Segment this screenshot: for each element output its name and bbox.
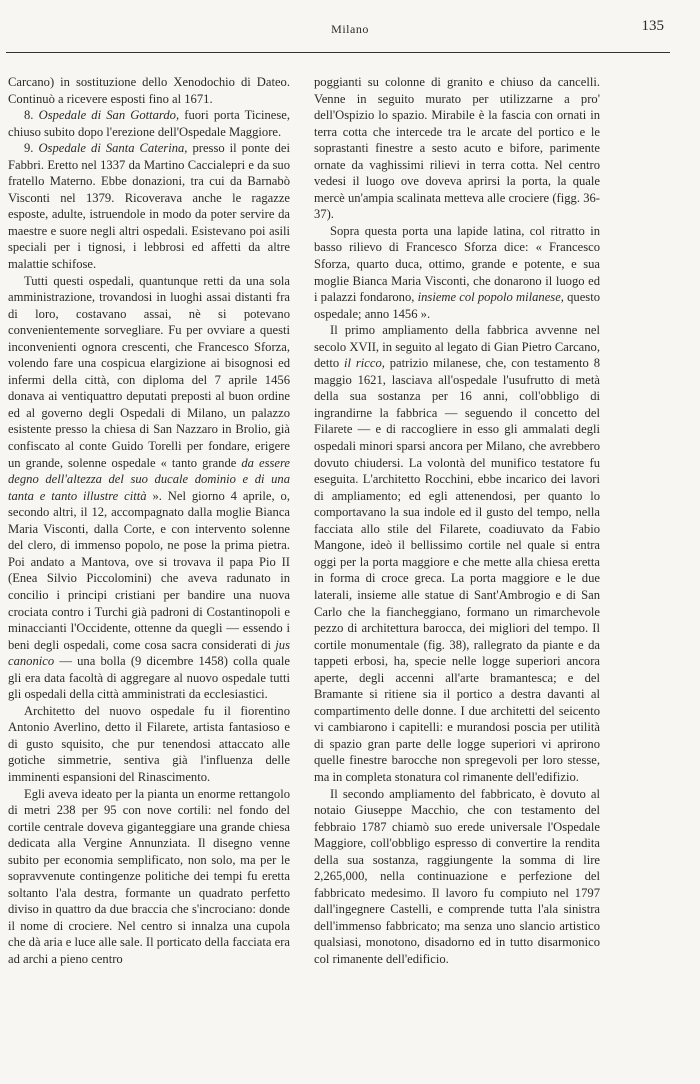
paragraph	[314, 223, 600, 322]
paragraph	[314, 786, 600, 968]
italic-term: jus canonico	[8, 637, 290, 669]
paragraph-text: presso il ponte dei Fabbri. Eretto nel 1337 da Martino Caccialepri e da suo fratello Materno. Ebbe donazioni, tra cui da Barnabò Visconti nel 1379. Ricoverava anche le ragazze esposte, adulte, istruendole in modo da poter servire da maestre e suore negli altri ospedali. Esistevano poi asili speciali per i tignosi, i lebbrosi ed affetti da altre malattie schifose.	[8, 141, 291, 272]
paragraph-text: Il secondo ampliamento del fabbricato, è dovuto al notaio Giuseppe Macchio, che con testamento del febbraio 1787 chiamò suo erede universale l'Ospedale Maggiore, coll'obbligo espresso di convertire la rendita della sua sostanza, raggiungente la somma di lire 2,265,000, nella continuazione e perfezione del fabbricato medesimo. Il lavoro fu compiuto nel 1797 dall'ingegnere Castelli, e comprende tutta l'ala sinistra dell'immenso fabbricato; ma senza uno slancio artistico qualsiasi, monotono, disadorno ed in tutto disarmonico col rimanente dell'edificio.	[314, 786, 600, 966]
header-rule	[6, 52, 670, 53]
paragraph-text: Tutti questi ospedali, quantunque retti da una sola amministrazione, trovandosi in luoghi assai distanti fra di loro, costavano assai, nè si potevano convenientemente sorvegliare. Fu per ovviare a questi inconvenienti ognora crescenti, che Francesco Sforza, volendo fare una cospicua elargizione ai bisognosi ed infermi della città, con diploma del 7 aprile 1456 donava ai ventiquattro deputati preposti al buon ordine ed al governo degli Ospedali di Milano, un palazzo esistente presso la chiesa di San Nazzaro in Brolio, già confiscato al conte Guido Torelli per fondare, erigere un grande, solenne ospedale « tanto grande	[8, 273, 290, 470]
left-column	[8, 74, 290, 968]
paragraph	[8, 74, 290, 107]
paragraph-text: Egli aveva ideato per la pianta un enorme rettangolo di metri 238 per 95 con nove cortili: nel fondo del cortile centrale doveva giganteggiare una grande chiesa dedicata alla Vergine Annunziata. Il disegno venne subito per economia semplificato, non solo, ma per le sopravvenute contingenze politiche dei tempi fu eretta soltanto l'ala destra, formante un quadrato perfetto diviso in quattro da due braccia che s'incrociano: donde il nome di crociere. Nel centro si innalza una cupola che dà aria e luce alle sale. Il porticato della facciata era ad archi a pieno centro	[8, 786, 290, 966]
paragraph	[8, 273, 290, 703]
italic-quote: da essere degno dell'altezza del suo ducale dominio e di una tanta e tanto illustre città	[8, 455, 290, 503]
paragraph-text: Architetto del nuovo ospedale fu il fiorentino Antonio Averlino, detto il Filarete, artista fantasioso e di gusto squisito, che pur tenendosi attaccato alle gotiche simmetrie, sentiva già l'influenza delle imminenti espansioni del Rinascimento.	[8, 703, 290, 784]
page-header	[0, 0, 700, 48]
paragraph-text: questo ospedale; anno 1456 ».	[314, 290, 601, 321]
italic-quote: insieme col popolo milanese,	[417, 290, 564, 305]
running-title: Milano	[331, 22, 369, 36]
paragraph-text: fuori porta Ticinese, chiuso subito dopo l'erezione dell'Ospedale Maggiore.	[8, 108, 291, 139]
right-column	[314, 74, 600, 968]
list-number: 9.	[24, 141, 39, 156]
hospital-name: Ospedale di Santa Caterina,	[38, 141, 188, 156]
paragraph-text: Il primo ampliamento della fabbrica avvenne nel secolo XVII, in seguito al legato di Gian Pietro Carcano, detto	[314, 323, 600, 371]
paragraph	[8, 107, 290, 140]
paragraph	[314, 74, 600, 223]
paragraph-text: ». Nel giorno 4 aprile, o, secondo altri, il 12, accompagnato dalla moglie Bianca Maria Visconti, dalla Corte, e con intervento solenne del clero, di immenso popolo, ne pose la prima pietra. Poi andato a Mantova, ove si trovava il papa Pio II (Enea Silvio Piccolomini) che aveva radunato in concilio i principi cristiani per bandire una nuova crociata contro i Turchi già padroni di Costantinopoli e minaccianti l'Occidente, ottenne da quegli — essendo i beni degli ospedali, come cosa sacra considerati di	[8, 488, 291, 652]
paragraph-text: Carcano) in sostituzione dello Xenodochio di Dateo. Continuò a ricevere esposti fino al 1671.	[8, 75, 290, 106]
paragraph-text: patrizio milanese, che, con testamento 8 maggio 1621, lasciava all'ospedale l'usufrutto di metà della sua sostanza per 16 anni, coll'obbligo di ingrandirne la fabbrica — seguendo il concetto del Filarete — e di raccogliere in esso gli ammalati degli ospedali minori sparsi ancora per Milano, che avrebbero dovuto chiudersi. La volontà del munifico testatore fu eseguita. L'architetto Rocchini, ebbe incarico dei lavori di ampliamento; ed egli attenendosi, per quanto lo comportavano la sua indole ed il gusto del tempo, nella facciata allo stile del Filarete, coadiuvato da Fabio Mangone, ideò il bellissimo cortile nel quale si entra oggi per la porta maggiore e che mette alla chiesa eretta in forma di croce greca. La porta maggiore e le due laterali, insieme alle statue di Sant'Ambrogio e di San Carlo che la fiancheggiano, formano un rimarchevole pezzo di architettura barocca, dei migliori del tempo. Il cortile monumentale (fig. 38), rallegrato da piante e da tappeti erbosi, ha, specie nelle logge superiori ancora aperte, degli accenni all'arte bramantesca; e del Bramante si ritiene sia il portico a destra davanti al compartimento delle donne. I due architetti del seicento vi cambiarono i capitelli: e murandosi poscia per utilità di spazio gran parte delle logge superiori vi aprirono quelle finestre barocche non spregevoli per loro stesse, ma in completa stonatura col rimanente dell'edifizio.	[314, 356, 600, 784]
paragraph	[8, 140, 290, 272]
hospital-name: Ospedale di San Gottardo,	[38, 108, 180, 123]
list-number: 8.	[24, 108, 39, 123]
paragraph-text: — una bolla (9 dicembre 1458) colla quale gli era data facoltà di aggregare al nuovo ospedale tutti gli ospedali della città amministrati da ecclesiastici.	[8, 654, 290, 702]
paragraph	[8, 703, 290, 786]
italic-quote: il ricco,	[344, 356, 385, 371]
paragraph-text: Sopra questa porta una lapide latina, col ritratto in basso rilievo di Francesco Sforza dice: « Francesco Sforza, quarto duca, ottimo, grande e potente, e sua moglie Bianca Maria Visconti, che donarono il luogo ed i palazzi fondarono,	[314, 223, 600, 305]
paragraph	[314, 322, 600, 785]
page-number: 135	[641, 18, 664, 34]
paragraph-text: poggianti su colonne di granito e chiuso da cancelli. Venne in seguito murato per utilizzarne a pro' dell'Ospizio lo spazio. Mirabile è la fascia con ornati in terra cotta che intercede tra le arcate del portico e le soprastanti finestre a sesto acuto e bifore, parimente ornate da vaghissimi rilievi in terra cotta. Nel centro vedesi il luogo ove doveva aprirsi la porta, la quale mercè un'ampia scalinata metteva alle crociere (figg. 36-37).	[314, 75, 600, 222]
paragraph	[8, 786, 290, 968]
